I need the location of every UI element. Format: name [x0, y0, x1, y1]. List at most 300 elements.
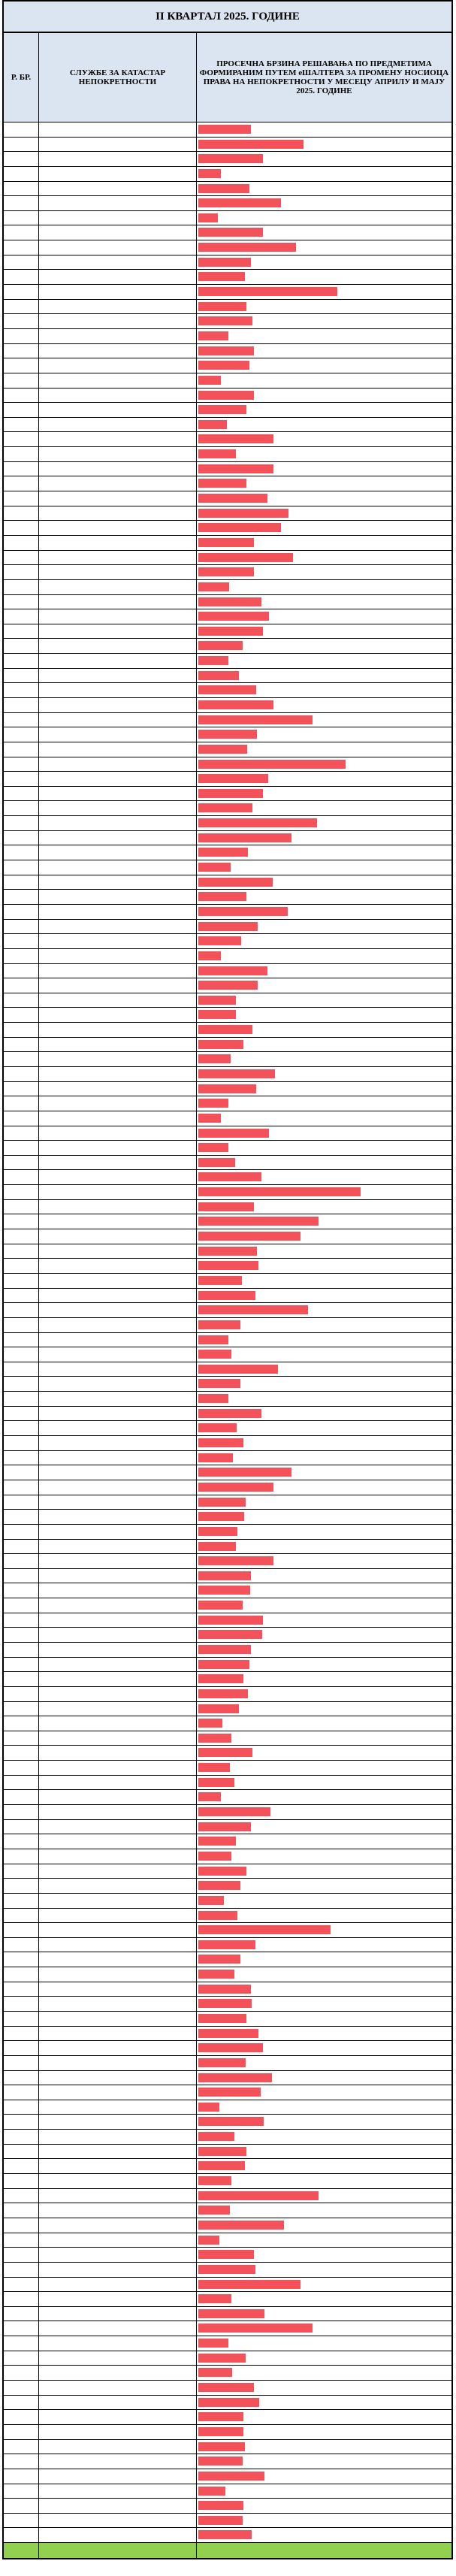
data-bar: [198, 1660, 249, 1669]
row-number-cell: [4, 1362, 39, 1377]
row-office-cell: [39, 1731, 197, 1746]
table-row: [4, 476, 451, 491]
table-row: [4, 2041, 451, 2056]
row-metric-cell: [197, 1495, 451, 1510]
row-metric-cell: [197, 1303, 451, 1317]
row-number-cell: [4, 1465, 39, 1480]
table-row: [4, 1909, 451, 1924]
row-number-cell: [4, 2307, 39, 2321]
row-number-cell: [4, 1938, 39, 1952]
table-row: [4, 949, 451, 964]
row-number-cell: [4, 389, 39, 403]
row-number-cell: [4, 2203, 39, 2218]
row-office-cell: [39, 255, 197, 270]
data-bar: [198, 2206, 230, 2215]
row-office-cell: [39, 1658, 197, 1672]
row-metric-cell: [197, 211, 451, 225]
row-number-cell: [4, 167, 39, 181]
table-row: [4, 742, 451, 757]
row-office-cell: [39, 1407, 197, 1421]
row-office-cell: [39, 2454, 197, 2469]
row-metric-cell: [197, 964, 451, 978]
table-row: [4, 300, 451, 315]
data-bar: [198, 2501, 243, 2510]
row-office-cell: [39, 2425, 197, 2439]
row-number-cell: [4, 122, 39, 137]
table-row: [4, 1540, 451, 1555]
table-row: [4, 2145, 451, 2160]
data-bar: [198, 1556, 273, 1565]
data-bar: [198, 966, 267, 975]
row-office-cell: [39, 2100, 197, 2115]
row-office-cell: [39, 2248, 197, 2262]
table-row: [4, 285, 451, 300]
data-bar: [198, 2058, 246, 2067]
table-row: [4, 609, 451, 624]
row-metric-cell: [197, 2041, 451, 2055]
row-metric-cell: [197, 1982, 451, 1997]
row-number-cell: [4, 1805, 39, 1819]
row-office-cell: [39, 727, 197, 742]
row-office-cell: [39, 285, 197, 299]
table-row: [4, 698, 451, 713]
table-row: [4, 521, 451, 536]
row-office-cell: [39, 2085, 197, 2100]
row-number-cell: [4, 1894, 39, 1908]
row-office-cell: [39, 2159, 197, 2173]
row-metric-cell: [197, 1318, 451, 1332]
table-row: [4, 2071, 451, 2086]
table-row: [4, 152, 451, 167]
data-bar: [198, 553, 293, 562]
table-row: [4, 1628, 451, 1643]
data-bar: [198, 2339, 228, 2348]
row-number-cell: [4, 580, 39, 594]
row-metric-cell: [197, 609, 451, 624]
data-bar: [198, 2516, 243, 2525]
row-office-cell: [39, 1672, 197, 1686]
footer-cell-label: [39, 2543, 197, 2558]
row-office-cell: [39, 639, 197, 653]
data-bar: [198, 1350, 231, 1359]
data-bar: [198, 1542, 236, 1551]
data-bar: [198, 1852, 231, 1861]
row-number-cell: [4, 1244, 39, 1259]
table-row: [4, 1038, 451, 1053]
row-number-cell: [4, 1702, 39, 1716]
row-number-cell: [4, 2071, 39, 2085]
row-number-cell: [4, 2012, 39, 2026]
table-row: [4, 1598, 451, 1613]
row-number-cell: [4, 536, 39, 550]
row-office-cell: [39, 1111, 197, 1126]
data-bar: [198, 1468, 291, 1477]
row-metric-cell: [197, 580, 451, 594]
row-number-cell: [4, 1214, 39, 1229]
data-bar: [198, 745, 247, 754]
row-metric-cell: [197, 1052, 451, 1066]
row-metric-cell: [197, 491, 451, 506]
row-number-cell: [4, 639, 39, 653]
row-office-cell: [39, 1643, 197, 1657]
row-office-cell: [39, 669, 197, 683]
data-bar: [198, 715, 313, 724]
data-bar: [198, 494, 267, 503]
row-office-cell: [39, 462, 197, 476]
row-office-cell: [39, 1067, 197, 1081]
table-row: [4, 2027, 451, 2042]
row-metric-cell: [197, 1731, 451, 1746]
row-metric-cell: [197, 845, 451, 860]
row-number-cell: [4, 565, 39, 579]
data-bar: [198, 2354, 246, 2363]
table-row: [4, 1967, 451, 1982]
row-metric-cell: [197, 993, 451, 1008]
data-bar: [198, 523, 281, 532]
row-office-cell: [39, 595, 197, 609]
row-office-cell: [39, 698, 197, 712]
data-bar: [198, 1305, 308, 1314]
row-number-cell: [4, 1909, 39, 1923]
row-number-cell: [4, 1170, 39, 1184]
row-office-cell: [39, 1214, 197, 1229]
data-bar: [198, 2117, 264, 2126]
data-bar: [198, 1143, 228, 1152]
table-row: [4, 2366, 451, 2381]
data-bar: [198, 1129, 269, 1138]
data-bar: [198, 1409, 261, 1418]
data-bar: [198, 2221, 284, 2230]
table-row: [4, 1407, 451, 1422]
row-number-cell: [4, 2159, 39, 2173]
row-number-cell: [4, 1613, 39, 1628]
data-bar: [198, 1099, 228, 1108]
data-bar: [198, 656, 228, 665]
data-bar: [198, 2236, 219, 2245]
row-office-cell: [39, 2189, 197, 2203]
data-bar: [198, 774, 268, 783]
table-row: [4, 1067, 451, 1082]
row-number-cell: [4, 476, 39, 491]
data-bar: [198, 951, 221, 960]
row-number-cell: [4, 2041, 39, 2055]
data-bar: [198, 789, 263, 798]
row-office-cell: [39, 447, 197, 461]
table-row: [4, 1052, 451, 1067]
row-number-cell: [4, 993, 39, 1008]
row-number-cell: [4, 595, 39, 609]
row-number-cell: [4, 1407, 39, 1421]
data-bar: [198, 1719, 222, 1728]
row-number-cell: [4, 654, 39, 668]
row-metric-cell: [197, 595, 451, 609]
row-office-cell: [39, 1790, 197, 1804]
row-metric-cell: [197, 2499, 451, 2513]
row-metric-cell: [197, 1643, 451, 1657]
row-number-cell: [4, 1229, 39, 1244]
table-row: [4, 1156, 451, 1171]
row-metric-cell: [197, 2056, 451, 2070]
row-office-cell: [39, 373, 197, 388]
row-office-cell: [39, 1465, 197, 1480]
row-number-cell: [4, 1038, 39, 1052]
row-metric-cell: [197, 521, 451, 535]
row-office-cell: [39, 1421, 197, 1435]
data-bar: [198, 1187, 361, 1196]
data-bar: [198, 1955, 240, 1964]
row-metric-cell: [197, 1126, 451, 1141]
row-number-cell: [4, 875, 39, 890]
row-office-cell: [39, 314, 197, 328]
row-office-cell: [39, 1096, 197, 1111]
row-number-cell: [4, 949, 39, 963]
row-number-cell: [4, 285, 39, 299]
row-office-cell: [39, 580, 197, 594]
row-office-cell: [39, 2381, 197, 2395]
data-bar: [198, 302, 246, 311]
table-header: [2, 33, 453, 122]
table-row: [4, 1613, 451, 1628]
row-metric-cell: [197, 1333, 451, 1347]
table-row: [4, 1687, 451, 1702]
table-row: [4, 1525, 451, 1540]
row-number-cell: [4, 152, 39, 166]
row-number-cell: [4, 2292, 39, 2306]
data-bar: [198, 1571, 251, 1580]
row-number-cell: [4, 1790, 39, 1804]
row-number-cell: [4, 1008, 39, 1022]
row-office-cell: [39, 182, 197, 196]
row-metric-cell: [197, 255, 451, 270]
data-bar: [198, 125, 251, 134]
data-bar: [198, 243, 296, 252]
row-number-cell: [4, 329, 39, 343]
row-number-cell: [4, 1658, 39, 1672]
row-metric-cell: [197, 1672, 451, 1686]
row-office-cell: [39, 1244, 197, 1259]
row-office-cell: [39, 1982, 197, 1997]
row-office-cell: [39, 2233, 197, 2248]
row-metric-cell: [197, 890, 451, 904]
data-bar: [198, 2427, 243, 2436]
row-number-cell: [4, 373, 39, 388]
table-row: [4, 1362, 451, 1377]
data-bar: [198, 2530, 252, 2539]
row-metric-cell: [197, 358, 451, 373]
row-metric-cell: [197, 2278, 451, 2292]
row-metric-cell: [197, 2233, 451, 2248]
data-bar: [198, 1438, 243, 1447]
row-metric-cell: [197, 2189, 451, 2203]
row-metric-cell: [197, 1023, 451, 1037]
row-number-cell: [4, 831, 39, 845]
table-row: [4, 2203, 451, 2218]
row-number-cell: [4, 138, 39, 152]
data-bar: [198, 1778, 234, 1787]
row-metric-cell: [197, 432, 451, 446]
row-metric-cell: [197, 2159, 451, 2173]
row-metric-cell: [197, 2440, 451, 2454]
column-header-office: СЛУЖБЕ ЗА КАТАСТАР НЕПОКРЕТНОСТИ: [39, 33, 197, 122]
data-bar: [198, 258, 251, 267]
row-office-cell: [39, 978, 197, 993]
row-metric-cell: [197, 1598, 451, 1613]
row-number-cell: [4, 1421, 39, 1435]
row-number-cell: [4, 344, 39, 358]
row-office-cell: [39, 1540, 197, 1554]
row-metric-cell: [197, 1347, 451, 1362]
table-row: [4, 964, 451, 979]
row-office-cell: [39, 1687, 197, 1701]
data-bar: [198, 996, 236, 1005]
row-metric-cell: [197, 152, 451, 166]
row-office-cell: [39, 1451, 197, 1465]
data-bar: [198, 1867, 246, 1876]
table-row: [4, 2159, 451, 2174]
row-office-cell: [39, 1583, 197, 1598]
row-number-cell: [4, 432, 39, 446]
row-number-cell: [4, 772, 39, 786]
row-number-cell: [4, 2381, 39, 2395]
row-metric-cell: [197, 1451, 451, 1465]
table-row: [4, 551, 451, 566]
table-row: [4, 2307, 451, 2322]
row-office-cell: [39, 609, 197, 624]
data-bar: [198, 1247, 257, 1256]
row-metric-cell: [197, 506, 451, 521]
row-number-cell: [4, 698, 39, 712]
data-bar: [198, 538, 254, 547]
data-bar: [198, 405, 246, 414]
row-office-cell: [39, 2041, 197, 2055]
table-row: [4, 978, 451, 993]
data-bar: [198, 1645, 251, 1654]
row-metric-cell: [197, 1038, 451, 1052]
row-office-cell: [39, 683, 197, 697]
row-number-cell: [4, 314, 39, 328]
data-bar: [198, 612, 269, 621]
table-body: [2, 122, 453, 2543]
table-row: [4, 565, 451, 580]
row-metric-cell: [197, 801, 451, 815]
data-bar: [198, 1025, 252, 1034]
data-bar: [198, 2088, 261, 2097]
row-office-cell: [39, 2056, 197, 2070]
row-office-cell: [39, 875, 197, 890]
row-metric-cell: [197, 1214, 451, 1229]
data-bar: [198, 391, 254, 400]
row-number-cell: [4, 2514, 39, 2528]
row-metric-cell: [197, 1864, 451, 1879]
row-metric-cell: [197, 1274, 451, 1288]
table-row: [4, 1583, 451, 1598]
table-row: [4, 1096, 451, 1111]
table-row: [4, 2514, 451, 2529]
table-row: [4, 2100, 451, 2115]
row-number-cell: [4, 816, 39, 830]
row-metric-cell: [197, 1096, 451, 1111]
row-metric-cell: [197, 683, 451, 697]
row-metric-cell: [197, 2071, 451, 2085]
table-footer-row: [2, 2543, 453, 2559]
data-bar: [198, 1365, 278, 1374]
row-office-cell: [39, 1776, 197, 1790]
row-metric-cell: [197, 1377, 451, 1391]
row-number-cell: [4, 1303, 39, 1317]
data-bar: [198, 1970, 234, 1979]
row-office-cell: [39, 1746, 197, 1760]
table-row: [4, 2528, 451, 2543]
row-metric-cell: [197, 1229, 451, 1244]
table-row: [4, 2351, 451, 2366]
row-office-cell: [39, 2130, 197, 2144]
row-office-cell: [39, 2336, 197, 2351]
row-number-cell: [4, 1082, 39, 1096]
row-office-cell: [39, 1303, 197, 1317]
table-row: [4, 2321, 451, 2336]
table-row: [4, 2469, 451, 2484]
row-number-cell: [4, 683, 39, 697]
row-metric-cell: [197, 1510, 451, 1524]
row-metric-cell: [197, 1938, 451, 1952]
row-number-cell: [4, 1746, 39, 1760]
row-office-cell: [39, 742, 197, 757]
row-metric-cell: [197, 713, 451, 727]
row-metric-cell: [197, 344, 451, 358]
data-bar: [198, 1291, 255, 1300]
data-bar: [198, 361, 249, 370]
row-office-cell: [39, 1185, 197, 1199]
table-row: [4, 462, 451, 477]
data-bar: [198, 2043, 263, 2052]
row-metric-cell: [197, 2425, 451, 2439]
row-number-cell: [4, 2528, 39, 2542]
table-row: [4, 993, 451, 1008]
table-row: [4, 1894, 451, 1909]
data-bar: [198, 685, 256, 694]
row-office-cell: [39, 2263, 197, 2277]
row-office-cell: [39, 138, 197, 152]
row-metric-cell: [197, 1067, 451, 1081]
row-number-cell: [4, 845, 39, 860]
row-office-cell: [39, 964, 197, 978]
table-row: [4, 905, 451, 920]
data-bar: [198, 1172, 261, 1181]
row-office-cell: [39, 1259, 197, 1273]
data-bar: [198, 2398, 259, 2407]
row-office-cell: [39, 1510, 197, 1524]
table-row: [4, 1790, 451, 1805]
row-office-cell: [39, 2218, 197, 2233]
row-number-cell: [4, 1052, 39, 1066]
row-number-cell: [4, 447, 39, 461]
row-metric-cell: [197, 1554, 451, 1568]
table-row: [4, 1200, 451, 1215]
row-office-cell: [39, 1952, 197, 1967]
table-row: [4, 1834, 451, 1849]
row-number-cell: [4, 1598, 39, 1613]
row-metric-cell: [197, 1480, 451, 1495]
row-office-cell: [39, 772, 197, 786]
row-number-cell: [4, 1510, 39, 1524]
data-bar: [198, 1704, 239, 1713]
row-metric-cell: [197, 1894, 451, 1908]
row-office-cell: [39, 1834, 197, 1849]
row-metric-cell: [197, 1658, 451, 1672]
row-number-cell: [4, 2499, 39, 2513]
row-office-cell: [39, 1289, 197, 1303]
row-metric-cell: [197, 240, 451, 255]
